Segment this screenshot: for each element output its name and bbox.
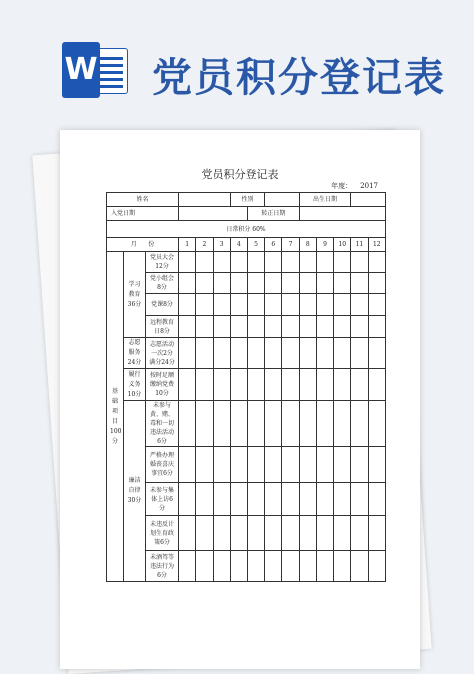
month-score-cell[interactable] (230, 252, 247, 273)
month-score-cell[interactable] (316, 401, 333, 447)
score-item-row (107, 516, 386, 551)
month-score-cell[interactable] (316, 273, 333, 294)
month-score-cell[interactable] (179, 252, 196, 273)
regular-date-value[interactable] (299, 207, 385, 221)
month-score-cell[interactable] (334, 316, 351, 338)
month-score-cell[interactable] (334, 551, 351, 582)
month-score-cell[interactable] (247, 401, 264, 447)
document-title: 党员积分登记表 (201, 168, 279, 181)
month-score-cell[interactable] (213, 316, 230, 338)
month-score-cell[interactable] (213, 401, 230, 447)
month-score-cell[interactable] (265, 338, 282, 369)
month-score-cell[interactable] (299, 483, 316, 516)
month-score-cell[interactable] (282, 369, 299, 401)
item-label: 党小组会8分 (146, 273, 179, 294)
month-score-cell[interactable] (247, 273, 264, 294)
month-score-cell[interactable] (351, 369, 368, 401)
month-score-cell[interactable] (351, 516, 368, 551)
month-score-cell[interactable] (213, 516, 230, 551)
score-item-row (107, 316, 386, 338)
month-score-cell[interactable] (316, 338, 333, 369)
month-header: 10 (334, 238, 351, 252)
month-header: 8 (299, 238, 316, 252)
month-score-cell[interactable] (299, 516, 316, 551)
month-score-cell[interactable] (265, 483, 282, 516)
join-date-label: 入党日期 (107, 207, 179, 221)
month-score-cell[interactable] (282, 316, 299, 338)
month-score-cell[interactable] (351, 551, 368, 582)
month-score-cell[interactable] (265, 273, 282, 294)
month-score-cell[interactable] (213, 369, 230, 401)
month-score-cell[interactable] (368, 338, 385, 369)
month-score-cell[interactable] (179, 447, 196, 483)
score-item-row (107, 483, 386, 516)
month-score-cell[interactable] (230, 338, 247, 369)
month-score-cell[interactable] (230, 483, 247, 516)
month-score-cell[interactable] (368, 316, 385, 338)
month-score-cell[interactable] (179, 273, 196, 294)
month-score-cell[interactable] (196, 273, 213, 294)
item-label: 严格办理婚丧喜庆事宜6分 (146, 447, 179, 483)
item-label: 党课8分 (146, 294, 179, 316)
month-score-cell[interactable] (230, 447, 247, 483)
month-score-cell[interactable] (179, 369, 196, 401)
month-score-cell[interactable] (230, 516, 247, 551)
gender-value[interactable] (265, 193, 299, 207)
month-score-cell[interactable] (334, 401, 351, 447)
month-score-cell[interactable] (196, 401, 213, 447)
daily-score-label: 日常积分 60% (107, 221, 386, 238)
month-score-cell[interactable] (196, 551, 213, 582)
month-score-cell[interactable] (196, 447, 213, 483)
month-score-cell[interactable] (282, 516, 299, 551)
month-score-cell[interactable] (230, 316, 247, 338)
month-score-cell[interactable] (334, 338, 351, 369)
month-score-cell[interactable] (265, 316, 282, 338)
score-item-row (107, 551, 386, 582)
join-date-value[interactable] (179, 207, 248, 221)
month-score-cell[interactable] (247, 338, 264, 369)
month-header: 3 (213, 238, 230, 252)
month-score-cell[interactable] (196, 316, 213, 338)
item-label: 未酒驾等违法行为6分 (146, 551, 179, 582)
month-score-cell[interactable] (265, 401, 282, 447)
month-score-cell[interactable] (316, 294, 333, 316)
registration-table (106, 192, 386, 582)
month-score-cell[interactable] (334, 447, 351, 483)
month-score-cell[interactable] (213, 252, 230, 273)
month-score-cell[interactable] (351, 316, 368, 338)
month-score-header (107, 238, 179, 252)
month-score-cell[interactable] (334, 273, 351, 294)
month-score-cell[interactable] (179, 516, 196, 551)
month-score-cell[interactable] (230, 273, 247, 294)
name-value[interactable] (179, 193, 231, 207)
month-score-cell[interactable] (196, 338, 213, 369)
regular-date-label: 转正日期 (247, 207, 299, 221)
score-item-row (107, 273, 386, 294)
month-score-cell[interactable] (282, 273, 299, 294)
month-score-cell[interactable] (351, 273, 368, 294)
month-label: 月 (130, 241, 137, 248)
month-score-cell[interactable] (299, 369, 316, 401)
word-letter-badge: W (62, 42, 100, 98)
month-score-cell[interactable] (230, 294, 247, 316)
item-label: 未参与集体上访6分 (146, 483, 179, 516)
name-label: 姓名 (107, 193, 179, 207)
month-score-cell[interactable] (368, 294, 385, 316)
item-label: 按时足额缴纳党费10分 (146, 369, 179, 401)
item-label: 志愿活动一次2分满分24分 (146, 338, 179, 369)
score-item-row (107, 294, 386, 316)
item-label: 未违反计划生育政策6分 (146, 516, 179, 551)
banner-title: 党员积分登记表 (152, 55, 446, 101)
month-score-cell[interactable] (196, 252, 213, 273)
month-score-cell[interactable] (351, 483, 368, 516)
month-score-cell[interactable] (179, 294, 196, 316)
month-score-cell[interactable] (334, 369, 351, 401)
month-score-cell[interactable] (196, 516, 213, 551)
month-header: 12 (368, 238, 385, 252)
category-label: 廉洁自律30分 (124, 401, 146, 582)
month-score-cell[interactable] (316, 551, 333, 582)
month-score-cell[interactable] (351, 338, 368, 369)
month-score-cell[interactable] (247, 316, 264, 338)
month-score-cell[interactable] (247, 252, 264, 273)
score-item-row (107, 447, 386, 483)
month-score-cell[interactable] (368, 252, 385, 273)
month-header: 7 (282, 238, 299, 252)
month-score-cell[interactable] (265, 551, 282, 582)
item-label: 党员大会12分 (146, 252, 179, 273)
month-score-cell[interactable] (196, 294, 213, 316)
base-group-label: 基础项目100分 (107, 252, 124, 582)
month-score-cell[interactable] (334, 516, 351, 551)
birth-date-label: 出生日期 (299, 193, 351, 207)
month-score-cell[interactable] (230, 369, 247, 401)
month-score-cell[interactable] (316, 447, 333, 483)
month-score-cell[interactable] (265, 447, 282, 483)
month-score-cell[interactable] (282, 401, 299, 447)
month-score-cell[interactable] (265, 516, 282, 551)
month-header: 2 (196, 238, 213, 252)
month-score-cell[interactable] (265, 252, 282, 273)
item-label: 远程教育日8分 (146, 316, 179, 338)
month-score-cell[interactable] (368, 516, 385, 551)
month-score-cell[interactable] (265, 369, 282, 401)
month-score-cell[interactable] (247, 294, 264, 316)
month-score-cell[interactable] (368, 447, 385, 483)
year-value: 2017 (360, 182, 378, 190)
month-score-cell[interactable] (368, 401, 385, 447)
month-score-cell[interactable] (179, 316, 196, 338)
month-score-cell[interactable] (316, 316, 333, 338)
month-score-cell[interactable] (368, 369, 385, 401)
score-label: 份 (148, 241, 155, 248)
month-score-cell[interactable] (299, 338, 316, 369)
score-item-row (107, 369, 386, 401)
month-score-cell[interactable] (213, 483, 230, 516)
month-score-cell[interactable] (213, 338, 230, 369)
month-score-cell[interactable] (299, 316, 316, 338)
month-score-cell[interactable] (316, 252, 333, 273)
month-score-cell[interactable] (368, 551, 385, 582)
month-score-cell[interactable] (299, 252, 316, 273)
month-score-cell[interactable] (230, 401, 247, 447)
month-header: 5 (247, 238, 264, 252)
month-score-cell[interactable] (299, 447, 316, 483)
birth-date-value[interactable] (351, 193, 386, 207)
category-label: 履行义务10分 (124, 369, 146, 401)
month-score-cell[interactable] (316, 369, 333, 401)
month-score-cell[interactable] (299, 551, 316, 582)
month-score-cell[interactable] (213, 294, 230, 316)
month-header: 1 (179, 238, 196, 252)
month-score-cell[interactable] (282, 252, 299, 273)
month-score-cell[interactable] (179, 338, 196, 369)
month-score-cell[interactable] (282, 447, 299, 483)
month-score-cell[interactable] (179, 401, 196, 447)
month-score-cell[interactable] (196, 483, 213, 516)
month-header: 6 (265, 238, 282, 252)
gender-label: 性别 (230, 193, 264, 207)
category-label: 志愿服务24分 (124, 338, 146, 369)
month-score-cell[interactable] (213, 447, 230, 483)
month-score-cell[interactable] (351, 401, 368, 447)
month-score-cell[interactable] (247, 551, 264, 582)
month-header: 4 (230, 238, 247, 252)
month-score-cell[interactable] (334, 483, 351, 516)
banner-header (0, 0, 474, 118)
month-score-cell[interactable] (351, 294, 368, 316)
month-score-cell[interactable] (299, 273, 316, 294)
month-score-cell[interactable] (230, 551, 247, 582)
word-document-icon (62, 42, 128, 98)
month-score-cell[interactable] (334, 252, 351, 273)
month-score-cell[interactable] (247, 516, 264, 551)
month-header: 11 (351, 238, 368, 252)
month-score-cell[interactable] (179, 551, 196, 582)
month-score-cell[interactable] (368, 483, 385, 516)
month-score-cell[interactable] (316, 483, 333, 516)
month-score-cell[interactable] (368, 273, 385, 294)
item-label: 未参与黄、赌、毒和一切违法活动6分 (146, 401, 179, 447)
score-item-row (107, 338, 386, 369)
month-score-cell[interactable] (247, 369, 264, 401)
month-score-cell[interactable] (247, 483, 264, 516)
category-label: 学习教育36分 (124, 252, 146, 338)
month-score-cell[interactable] (282, 338, 299, 369)
month-header: 9 (316, 238, 333, 252)
month-score-cell[interactable] (265, 294, 282, 316)
month-score-cell[interactable] (179, 483, 196, 516)
month-score-cell[interactable] (213, 551, 230, 582)
month-score-cell[interactable] (282, 294, 299, 316)
score-item-row (107, 401, 386, 447)
document-page (60, 130, 420, 669)
month-score-cell[interactable] (282, 483, 299, 516)
month-score-cell[interactable] (213, 273, 230, 294)
month-score-cell[interactable] (334, 294, 351, 316)
score-items-body (107, 252, 386, 582)
month-score-cell[interactable] (316, 516, 333, 551)
month-score-cell[interactable] (299, 294, 316, 316)
month-score-cell[interactable] (282, 551, 299, 582)
month-score-cell[interactable] (299, 401, 316, 447)
month-score-cell[interactable] (247, 447, 264, 483)
month-score-cell[interactable] (196, 369, 213, 401)
month-score-cell[interactable] (351, 447, 368, 483)
month-score-cell[interactable] (351, 252, 368, 273)
year-label: 年度： (331, 182, 353, 190)
score-item-row (107, 252, 386, 273)
year-field (331, 181, 378, 191)
